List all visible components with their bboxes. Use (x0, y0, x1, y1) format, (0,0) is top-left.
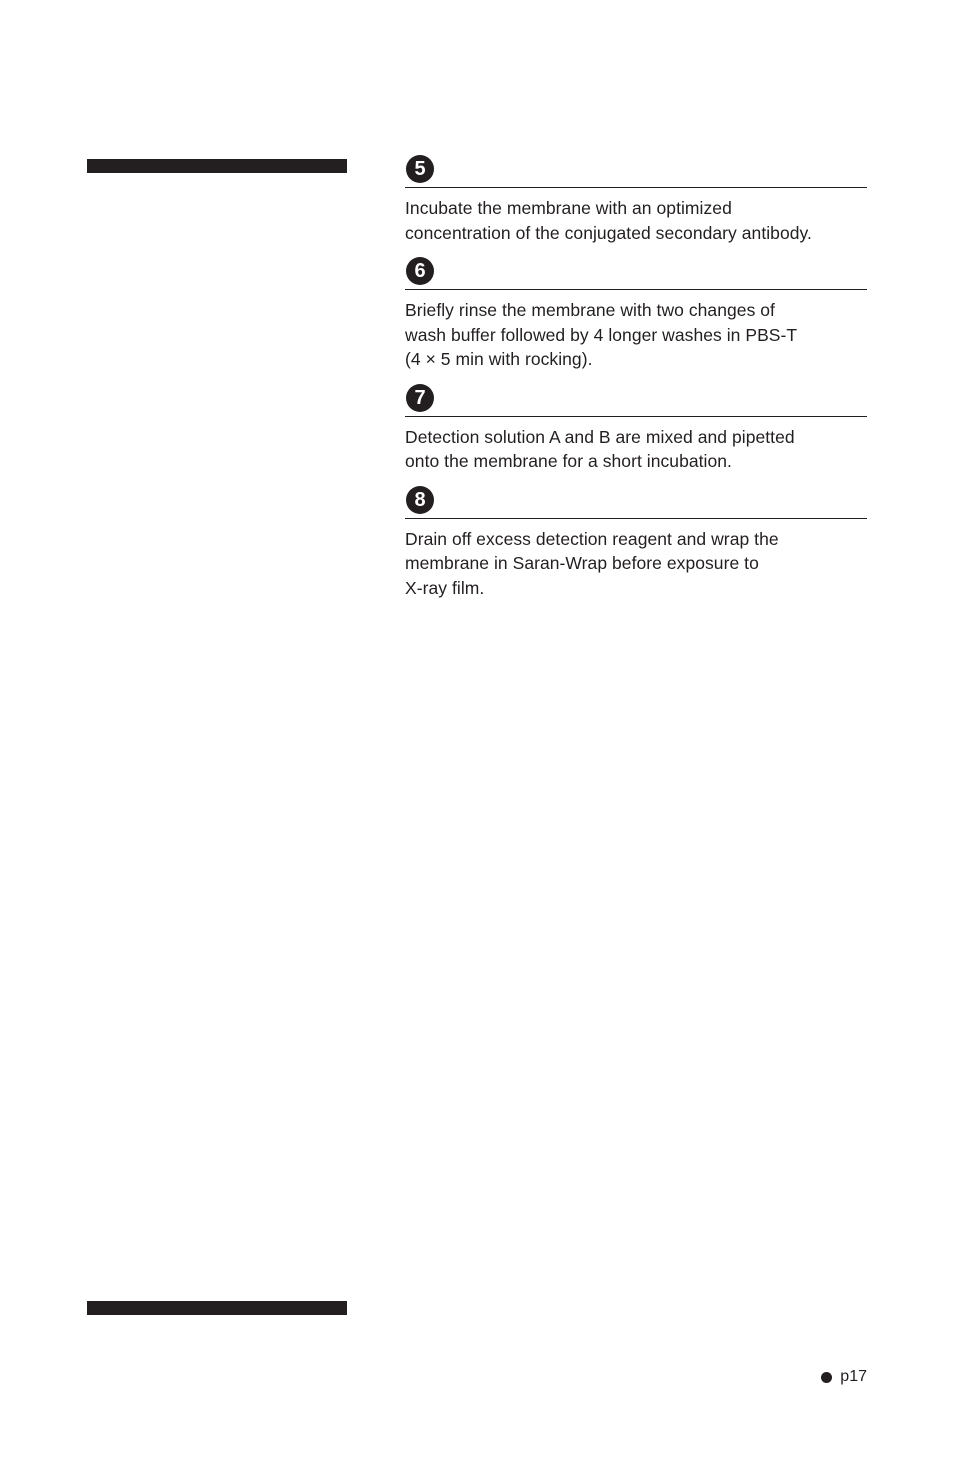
step-number-icon: 7 (406, 384, 434, 412)
sidebar-rule-bottom (87, 1301, 347, 1315)
page-footer (821, 1367, 867, 1387)
step-7 (405, 384, 867, 474)
procedure-steps (405, 155, 867, 612)
step-text: Briefly rinse the membrane with two changes of wash buffer followed by 4 longer washes in PBS-T (4 × 5 min with rocking). (405, 300, 798, 369)
step-header (405, 155, 867, 188)
bullet-icon (821, 1372, 832, 1383)
step-header (405, 384, 867, 417)
step-number-icon: 8 (406, 486, 434, 514)
step-text: Detection solution A and B are mixed and pipetted onto the membrane for a short incubation. (405, 426, 795, 471)
step-text: Incubate the membrane with an optimized concentration of the conjugated secondary antibody. (405, 198, 812, 243)
step-5 (405, 155, 867, 245)
step-6 (405, 257, 867, 372)
step-number-icon: 6 (406, 257, 434, 285)
page-number: p17 (840, 1368, 867, 1385)
sidebar-rule-top (87, 159, 347, 173)
step-number-icon: 5 (406, 155, 434, 183)
step-text: Drain off excess detection reagent and wrap the membrane in Saran-Wrap before exposure to X-ray film. (405, 528, 779, 598)
step-header (405, 486, 867, 519)
step-8 (405, 486, 867, 601)
step-header (405, 257, 867, 290)
